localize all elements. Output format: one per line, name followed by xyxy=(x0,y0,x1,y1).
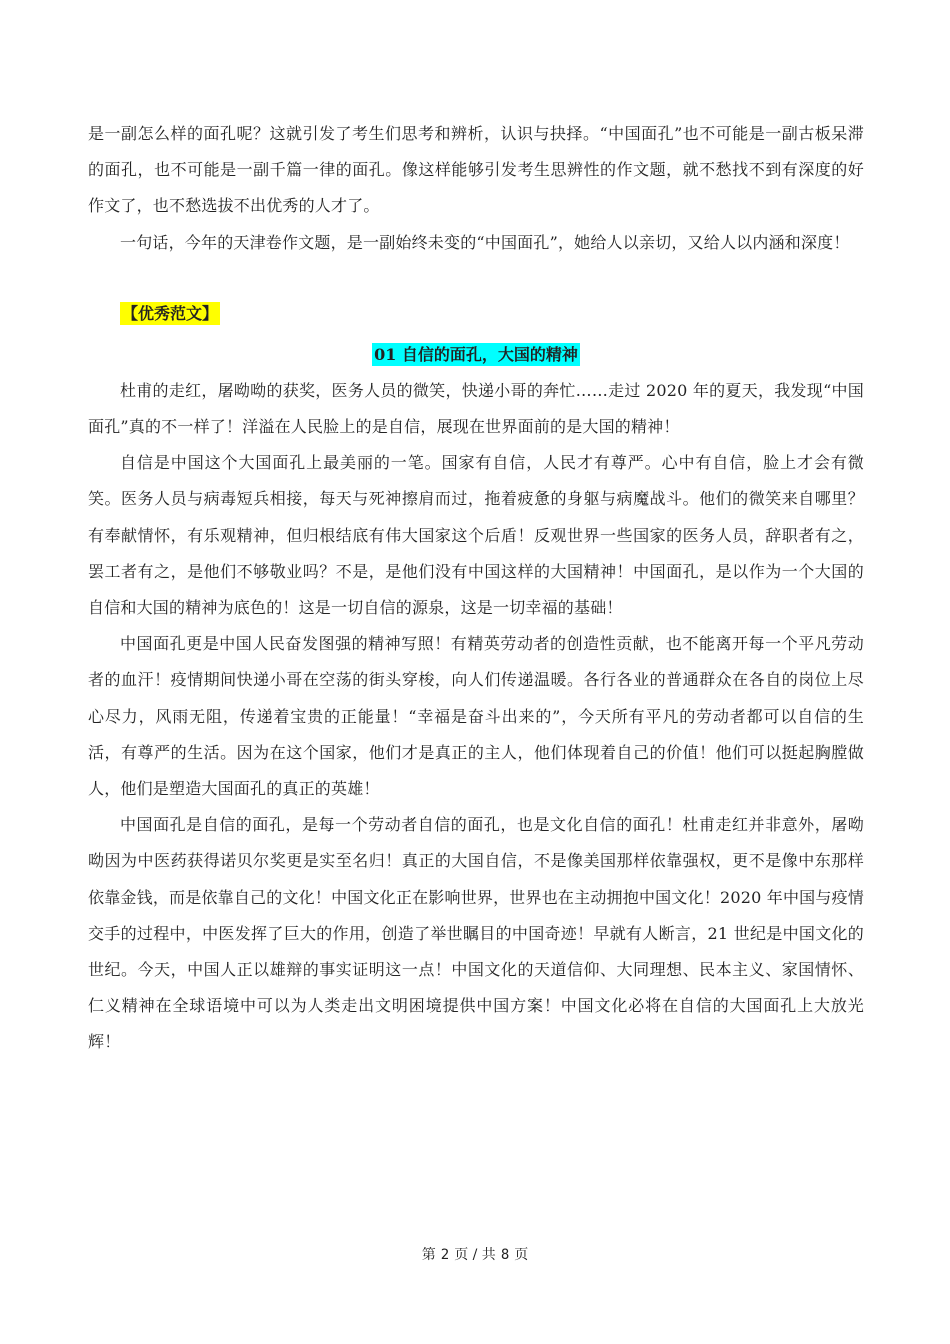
footer-suffix: 页 xyxy=(514,1247,529,1263)
section-label: 【优秀范文】 xyxy=(122,303,219,323)
footer-prefix: 第 xyxy=(421,1247,436,1263)
essay-title-row xyxy=(88,337,864,373)
intro-paragraph-2: 一句话，今年的天津卷作文题，是一副始终未变的“中国面孔”，她给人以亲切，又给人以内涵和深度！ xyxy=(120,232,850,252)
document-body xyxy=(88,116,864,1061)
intro-paragraph-1: 是一副怎么样的面孔呢？这就引发了考生们思考和辨析，认识与抉择。“中国面孔”也不可能是一副古板呆滞的面孔，也不可能是一副千篇一律的面孔。像这样能够引发考生思辨性的作文题，就不愁找不到有深度的好作文了，也不愁选拔不出优秀的人才了。 xyxy=(88,124,864,216)
page-footer xyxy=(0,1244,950,1264)
footer-page-unit: 页 / 共 xyxy=(454,1247,496,1263)
footer-total-pages: 8 xyxy=(500,1247,510,1263)
essay-paragraph-4: 中国面孔是自信的面孔，是每一个劳动者自信的面孔，也是文化自信的面孔！杜甫走红并非意外，屠呦呦因为中医药获得诺贝尔奖更是实至名归！真正的大国自信，不是像美国那样依靠强权，更不是像中东那样依靠金钱，而是依靠自己的文化！中国文化正在影响世界，世界也在主动拥抱中国文化！2020 年中国与疫情交手的过程中，中医发挥了巨大的作用，创造了举世瞩目的中国奇迹！早就有人断言，21 世纪是中国文化的世纪。今天，中国人正以雄辩的事实证明这一点！中国文化的天道信仰、大同理想、民本主义、家国情怀、仁义精神在全球语境中可以为人类走出文明困境提供中国方案！中国文化必将在自信的大国面孔上大放光辉！ xyxy=(88,815,864,1052)
essay-title: 01 自信的面孔，大国的精神 xyxy=(374,344,578,364)
essay-paragraph-1: 杜甫的走红，屠呦呦的获奖，医务人员的微笑，快递小哥的奔忙……走过 2020 年的夏天，我发现“中国面孔”真的不一样了！洋溢在人民脸上的是自信，展现在世界面前的是大国的精神！ xyxy=(88,380,864,437)
footer-page-number: 2 xyxy=(440,1247,450,1263)
essay-paragraph-3: 中国面孔更是中国人民奋发图强的精神写照！有精英劳动者的创造性贡献，也不能离开每一个平凡劳动者的血汗！疫情期间快递小哥在空荡的街头穿梭，向人们传递温暖。各行各业的普通群众在各自的岗位上尽心尽力，风雨无阻，传递着宝贵的正能量！“幸福是奋斗出来的”，今天所有平凡的劳动者都可以自信的生活，有尊严的生活。因为在这个国家，他们才是真正的主人，他们体现着自己的价值！他们可以挺起胸膛做人，他们是塑造大国面孔的真正的英雄！ xyxy=(88,634,864,799)
essay-paragraph-2: 自信是中国这个大国面孔上最美丽的一笔。国家有自信，人民才有尊严。心中有自信，脸上才会有微笑。医务人员与病毒短兵相接，每天与死神擦肩而过，拖着疲惫的身躯与病魔战斗。他们的微笑来自哪里？有奉献情怀，有乐观精神，但归根结底有伟大国家这个后盾！反观世界一些国家的医务人员，辞职者有之，罢工者有之，是他们不够敬业吗？不是，是他们没有中国这样的大国精神！中国面孔，是以作为一个大国的自信和大国的精神为底色的！这是一切自信的源泉，这是一切幸福的基础！ xyxy=(88,453,864,618)
section-label-row xyxy=(88,297,864,337)
